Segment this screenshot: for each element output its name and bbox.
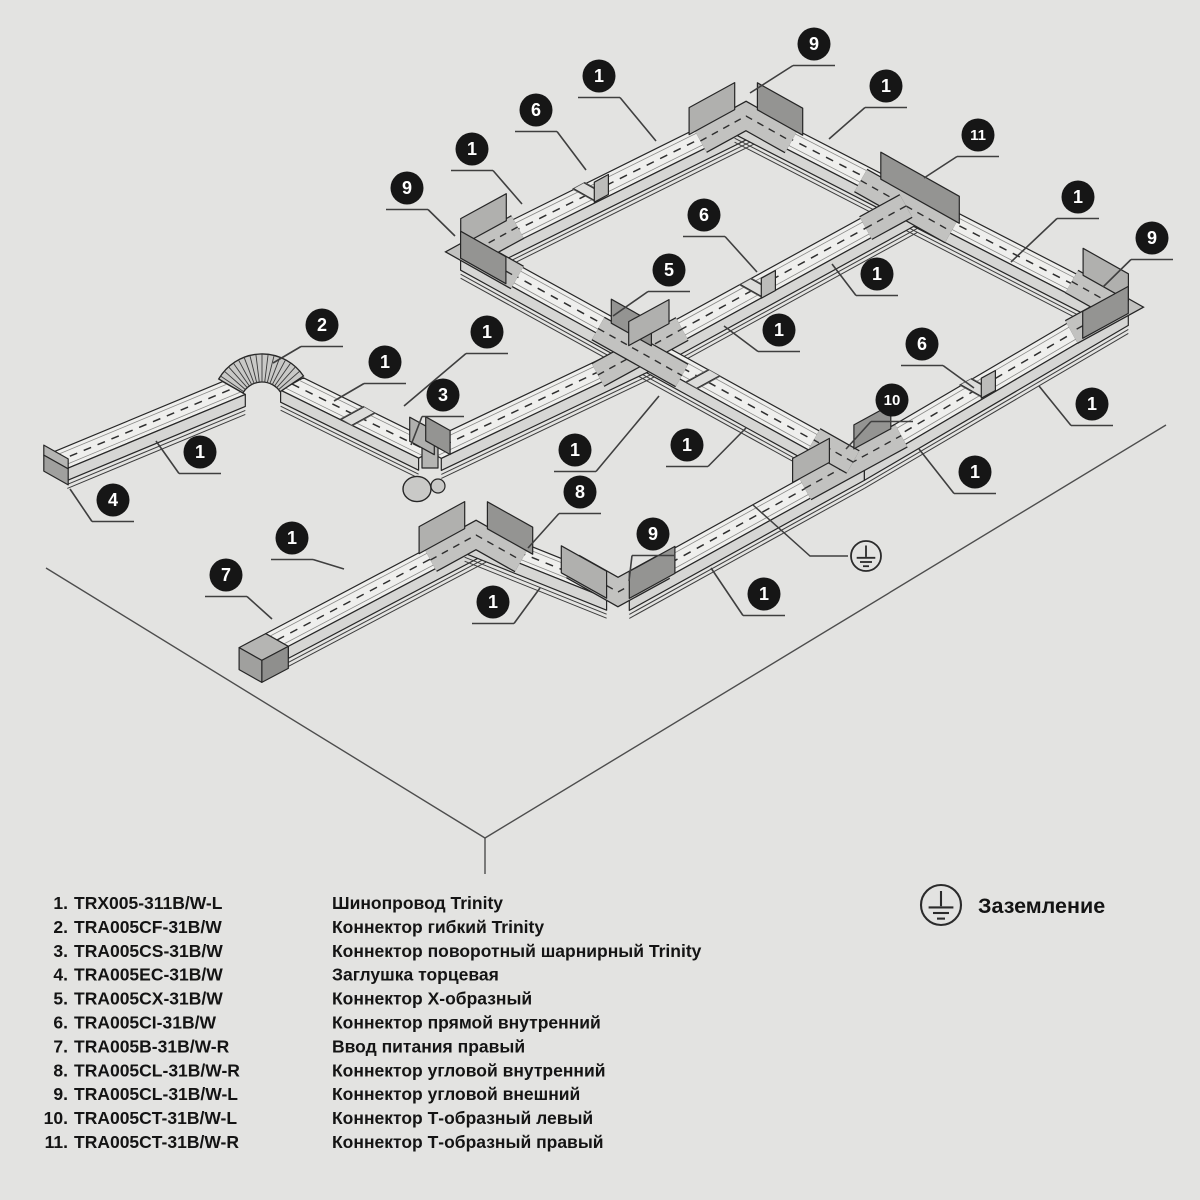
callout-leader <box>724 326 758 352</box>
swivel-hinge <box>403 476 431 501</box>
callout-number: 7 <box>220 565 232 585</box>
callout-9 <box>1103 222 1173 288</box>
callout-leader <box>313 560 344 570</box>
callout-number: 11 <box>970 127 986 145</box>
callout-leader <box>70 489 92 522</box>
legend-row <box>53 893 503 913</box>
legend-row <box>53 1013 600 1033</box>
callout-number: 6 <box>698 205 710 225</box>
legend-row <box>53 1084 580 1104</box>
callout-1 <box>829 70 907 140</box>
callout-1 <box>334 346 406 402</box>
ground-icon <box>921 885 961 925</box>
callout-leader <box>156 441 179 474</box>
callout-number: 1 <box>758 584 770 604</box>
legend-description: Шинопровод Trinity <box>332 893 504 913</box>
callout-4 <box>70 484 134 522</box>
legend-ground <box>921 885 1105 925</box>
callout-number: 2 <box>316 315 328 335</box>
callout-number: 1 <box>1072 187 1084 207</box>
callout-1 <box>919 449 996 494</box>
callout-number: 5 <box>663 260 675 280</box>
legend-description: Коннектор угловой внутренний <box>332 1060 606 1081</box>
callout-number: 1 <box>569 440 581 460</box>
legend-code: TRA005CT-31B/W-L <box>74 1108 238 1129</box>
swivel-pin <box>431 479 445 493</box>
legend <box>44 885 1106 1152</box>
legend-row <box>53 965 498 985</box>
legend-description: Коннектор Т-образный левый <box>332 1108 594 1129</box>
legend-row <box>44 1108 593 1128</box>
callout-number: 3 <box>437 385 449 405</box>
callout-number: 4 <box>107 490 119 510</box>
ground-icon <box>851 541 881 571</box>
legend-code: TRA005CI-31B/W <box>74 1012 216 1033</box>
callout-1 <box>578 60 656 142</box>
callout-number: 9 <box>808 34 820 54</box>
callout-1 <box>711 568 785 616</box>
legend-code: TRA005CX-31B/W <box>74 988 223 1009</box>
callout-leader <box>334 384 364 402</box>
callout-number: 10 <box>883 392 901 410</box>
callout-11 <box>924 119 999 179</box>
x-connector <box>598 299 682 375</box>
legend-description: Коннектор угловой внешний <box>332 1084 581 1105</box>
track-rail-line <box>651 232 917 378</box>
callout-leader <box>428 210 455 237</box>
legend-code: TRA005B-31B/W-R <box>74 1036 230 1057</box>
callout-number: 8 <box>574 482 586 502</box>
legend-code: TRA005CS-31B/W <box>74 940 223 961</box>
legend-code: TRA005CL-31B/W-L <box>74 1084 238 1105</box>
callout-number: 9 <box>647 524 659 544</box>
callout-1 <box>472 586 540 624</box>
legend-code: TRA005CL-31B/W-R <box>74 1060 240 1081</box>
callout-number: 6 <box>916 334 928 354</box>
legend-number: 3. <box>53 940 68 961</box>
callout-leader <box>247 597 272 620</box>
legend-row <box>53 1060 605 1080</box>
legend-number: 9. <box>53 1084 68 1105</box>
callout-number: 9 <box>1146 228 1158 248</box>
legend-number: 11. <box>44 1132 68 1152</box>
callout-1 <box>666 428 746 467</box>
callout-leader <box>596 396 659 472</box>
callout-leader <box>919 449 954 494</box>
track-rail-line <box>735 142 1106 333</box>
legend-description: Коннектор гибкий Trinity <box>332 916 545 937</box>
legend-description: Коннектор Т-образный правый <box>332 1132 604 1152</box>
track-rail-line <box>735 138 1106 329</box>
callout-leader <box>711 568 743 616</box>
legend-row <box>45 1132 604 1152</box>
legend-description: Заглушка торцевая <box>332 964 499 985</box>
callout-6 <box>901 328 974 389</box>
callout-2 <box>273 309 343 364</box>
callout-number: 1 <box>466 139 478 159</box>
callout-number: 9 <box>401 178 413 198</box>
callout-9 <box>386 172 455 237</box>
callout-leader <box>514 588 540 624</box>
legend-row <box>53 941 701 961</box>
callout-leader <box>943 366 974 389</box>
callout-1 <box>156 436 221 474</box>
callout-7 <box>205 559 272 620</box>
legend-number: 5. <box>53 988 68 1009</box>
callout-number: 1 <box>880 76 892 96</box>
track-run <box>45 382 246 489</box>
callout-leader <box>725 237 757 273</box>
track-rail-line <box>651 228 917 374</box>
floor-plane <box>46 425 1166 874</box>
legend-description: Коннектор прямой внутренний <box>332 1012 601 1033</box>
legend-row <box>53 1036 525 1056</box>
callout-leader <box>620 98 656 142</box>
legend-number: 6. <box>53 1012 68 1033</box>
floor-edge <box>46 425 1166 838</box>
callout-leader <box>1039 386 1071 426</box>
callout-1 <box>1039 386 1113 426</box>
callout-number: 1 <box>969 462 981 482</box>
legend-row <box>53 989 532 1009</box>
callout-number: 1 <box>681 435 693 455</box>
callout-leader <box>750 66 793 94</box>
legend-description: Ввод питания правый <box>332 1036 526 1057</box>
legend-ground-label: Заземление <box>978 894 1106 918</box>
callout-number: 1 <box>379 352 391 372</box>
callout-number: 1 <box>871 264 883 284</box>
legend-number: 7. <box>53 1036 68 1057</box>
legend-code: TRX005-311B/W-L <box>74 893 223 913</box>
legend-row <box>53 917 544 937</box>
callout-1 <box>271 522 344 570</box>
legend-code: TRA005CF-31B/W <box>74 916 222 937</box>
callout-9 <box>750 28 835 94</box>
callout-number: 1 <box>481 322 493 342</box>
callout-number: 6 <box>530 100 542 120</box>
callout-number: 1 <box>1086 394 1098 414</box>
callout-1 <box>451 133 522 205</box>
callout-leader <box>708 428 746 467</box>
callout-leader <box>557 132 586 171</box>
callout-leader <box>924 157 957 179</box>
callout-number: 1 <box>593 66 605 86</box>
legend-description: Коннектор X-образный <box>332 988 533 1009</box>
legend-description: Коннектор поворотный шарнирный Trinity <box>332 940 702 961</box>
callout-6 <box>683 199 757 273</box>
legend-code: TRA005CT-31B/W-R <box>74 1132 239 1152</box>
callout-8 <box>528 476 601 549</box>
legend-code: TRA005EC-31B/W <box>74 964 223 985</box>
callout-leader <box>829 108 865 140</box>
legend-number: 10. <box>43 1108 68 1129</box>
legend-number: 1. <box>53 893 68 913</box>
callout-6 <box>515 94 586 171</box>
callout-number: 1 <box>773 320 785 340</box>
legend-number: 2. <box>53 916 68 937</box>
callout-number: 1 <box>286 528 298 548</box>
track-rail-line <box>629 484 864 614</box>
legend-number: 8. <box>53 1060 68 1081</box>
callout-number: 1 <box>194 442 206 462</box>
callout-number: 1 <box>487 592 499 612</box>
legend-number: 4. <box>53 964 68 985</box>
